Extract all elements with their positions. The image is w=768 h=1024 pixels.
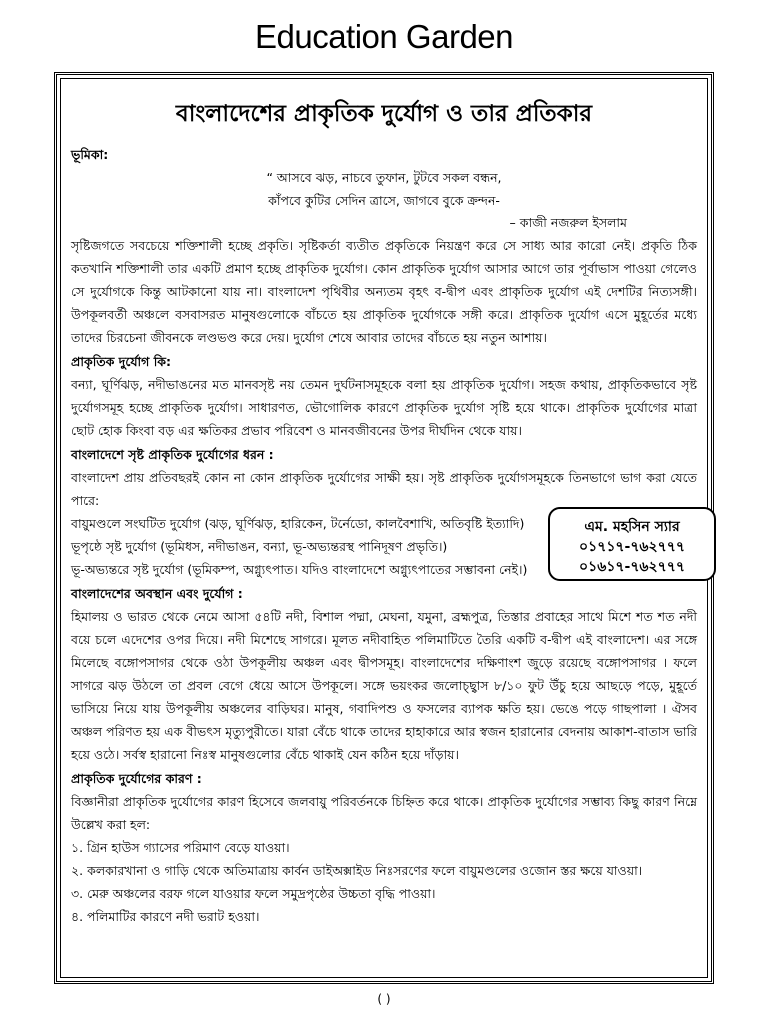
page-number-marker: ( ): [377, 992, 391, 1006]
contact-box: [548, 507, 716, 581]
location-heading: বাংলাদেশের অবস্থান এবং দুর্যোগ :: [71, 586, 243, 601]
site-title: Education Garden: [254, 18, 513, 55]
what-paragraph: বন্যা, ঘূর্ণিঝড়, নদীভাঙনের মত মানবসৃষ্ট নয় তেমন দুর্ঘটনাসমূহকে বলা হয় প্রাকৃতিক দুর্যোগ। সহজ কথায়, প্রাকৃতিকভাবে সৃষ্ট দুর্যোগসমূহ হচ্ছে প্রাকৃতিক দুর্যোগ। সাধারণত, ভৌগোলিক কারণে প্রাকৃতিক দুর্যোগ সৃষ্টি হয়ে থাকে। প্রাকৃতিক দুর্যোগের মাত্রা ছোট হোক কিংবা বড় এর ক্ষতিকর প্রভাব পরিবেশ ও মানবজীবনের উপর দীর্ঘদিন থেকে যায়।: [71, 377, 697, 438]
cause-item-1: ১. গ্রিন হাউস গ্যাসের পরিমাণ বেড়ে যাওয়া।: [71, 840, 290, 855]
cause-item-3: ৩. মেরু অঞ্চলের বরফ গলে যাওয়ার ফলে সমুদ্রপৃষ্ঠের উচ্চতা বৃদ্ধি পাওয়া।: [71, 886, 436, 901]
cause-item-4: ৪. পলিমাটির কারণে নদী ভরাট হওয়া।: [71, 909, 260, 924]
poem-author: – কাজী নজরুল ইসলাম: [509, 215, 627, 230]
intro-heading: ভূমিকা:: [71, 147, 109, 162]
contact-name: এম. মহসিন স্যার: [584, 519, 680, 535]
contact-phone-1: ০১৭১৭-৭৬২৭৭৭: [579, 539, 685, 555]
causes-paragraph: বিজ্ঞানীরা প্রাকৃতিক দুর্যোগের কারণ হিসেবে জলবায়ু পরিবর্তনকে চিহ্নিত করে থাকে। প্রাকৃতিক দুর্যোগের সম্ভাব্য কিছু কারণ নিম্নে উল্লেখ করা হল:: [71, 794, 697, 832]
cause-item-2: ২. কলকারখানা ও গাড়ি থেকে অতিমাত্রায় কার্বন ডাইঅক্সাইড নিঃসরণের ফলে বায়ুমণ্ডলের ওজোন স্তর ক্ষয়ে যাওয়া।: [71, 863, 643, 878]
causes-heading: প্রাকৃতিক দুর্যোগের কারণ :: [71, 771, 202, 786]
poem-line-2: কাঁপবে কুটির সেদিন ত্রাসে, জাগবে বুকে ক্রন্দন-: [268, 193, 500, 208]
location-paragraph: হিমালয় ও ভারত থেকে নেমে আসা ৫৪টি নদী, বিশাল পদ্মা, মেঘনা, যমুনা, ব্রহ্মপুত্র, তিস্তার প্রবাহের সাথে মিশে শত শত নদী বয়ে চলে এদেশের ওপর দিয়ে। নদী মিশেছে সাগরে। মূলত নদীবাহিত পলিমাটিতে তৈরি একটি ব-দ্বীপ এই বাংলাদেশ। এর সঙ্গে মিলেছে বঙ্গোপসাগর থেকে ওঠা উপকূলীয় অঞ্চল এবং দ্বীপসমূহ। বাংলাদেশের দক্ষিণাংশ জুড়ে রয়েছে বঙ্গোপসাগর । ফলে সাগরে ঝড় উঠলে তা প্রবল বেগে ধেয়ে আসে উপকূলে। সঙ্গে ভয়ংকর জলোচ্ছ্বাস ৮/১০ ফুট উঁচু হয়ে আছড়ে পড়ে, মুহূর্তে ভাসিয়ে নিয়ে যায় উপকূলীয় অঞ্চলের বাড়িঘর। মানুষ, গবাদিপশু ও ফসলের ব্যাপক ক্ষতি হয়। ভেঙে পড়ে গাছপালা । ঐসব অঞ্চল পরিণত হয় এক বীভৎস মৃত্যুপুরীতে। যারা বেঁচে থাকে তাদের হাহাকারে আর স্বজন হারানোর বেদনায় আকাশ-বাতাস ভারি হয়ে ওঠে। সর্বস্ব হারানো নিঃস্ব মানুষগুলোর বেঁচে থাকাই যেন কঠিন হয়ে দাঁড়ায়।: [71, 609, 697, 762]
poem-line-1: “ আসবে ঝড়, নাচবে তুফান, টুটবে সকল বন্ধন,: [266, 170, 502, 185]
intro-paragraph: সৃষ্টিজগতে সবচেয়ে শক্তিশালী হচ্ছে প্রকৃতি। সৃষ্টিকর্তা ব্যতীত প্রকৃতিকে নিয়ন্ত্রণ করে সে সাধ্য আর কারো নেই। প্রকৃতি ঠিক কতখানি শক্তিশালী তার একটি প্রমাণ হচ্ছে প্রাকৃতিক দুর্যোগ। কোন প্রাকৃতিক দুর্যোগ আসার আগে তার পূর্বাভাস পাওয়া গেলেও সে দুর্যোগকে কিন্তু আটকানো যায় না। বাংলাদেশ পৃথিবীর অন্যতম বৃহৎ ব-দ্বীপ এবং প্রাকৃতিক দুর্যোগ এই দেশটির নিত্যসঙ্গী। উপকূলবর্তী অঞ্চলে বসবাসরত মানুষগুলোকে বাঁচতে হয় প্রাকৃতিক দুর্যোগকে সঙ্গী করে। প্রাকৃতিক দুর্যোগ এসে মুহূর্তের মধ্যে তাদের চিরচেনা জীবনকে লণ্ডভণ্ড করে দেয়। দুর্যোগ শেষে আবার তাদের বাঁচতে হয় নতুন আশায়।: [71, 238, 697, 345]
contact-phone-2: ০১৬১৭-৭৬২৭৭৭: [579, 559, 685, 575]
article-title: বাংলাদেশের প্রাকৃতিক দুর্যোগ ও তার প্রতিকার: [175, 101, 593, 127]
types-paragraph: বাংলাদেশ প্রায় প্রতিবছরই কোন না কোন প্রাকৃতিক দুর্যোগের সাক্ষী হয়। সৃষ্ট প্রাকৃতিক দুর্যোগসমূহকে তিনভাগে ভাগ করা যেতে পারে:: [71, 470, 697, 508]
type-item-3: ভূ-অভ্যন্তরে সৃষ্ট দুর্যোগ (ভূমিকম্প, অগ্ন্যুৎপাত। যদিও বাংলাদেশে অগ্ন্যুৎপাতের সম্ভাবনা নেই।): [71, 562, 528, 577]
types-heading: বাংলাদেশে সৃষ্ট প্রাকৃতিক দুর্যোগের ধরন :: [71, 447, 274, 462]
type-item-1: বায়ুমণ্ডলে সংঘটিত দুর্যোগ (ঝড়, ঘূর্ণিঝড়, হারিকেন, টর্নেডো, কালবৈশাখি, অতিবৃষ্টি ইত্যাদি): [71, 516, 525, 531]
type-item-2: ভূপৃষ্ঠে সৃষ্ট দুর্যোগ (ভূমিধস, নদীভাঙন, বন্যা, ভূ-অভ্যন্তরস্থ পানিদূষণ প্রভৃতি।): [71, 539, 448, 554]
what-heading: প্রাকৃতিক দুর্যোগ কি:: [71, 354, 172, 369]
